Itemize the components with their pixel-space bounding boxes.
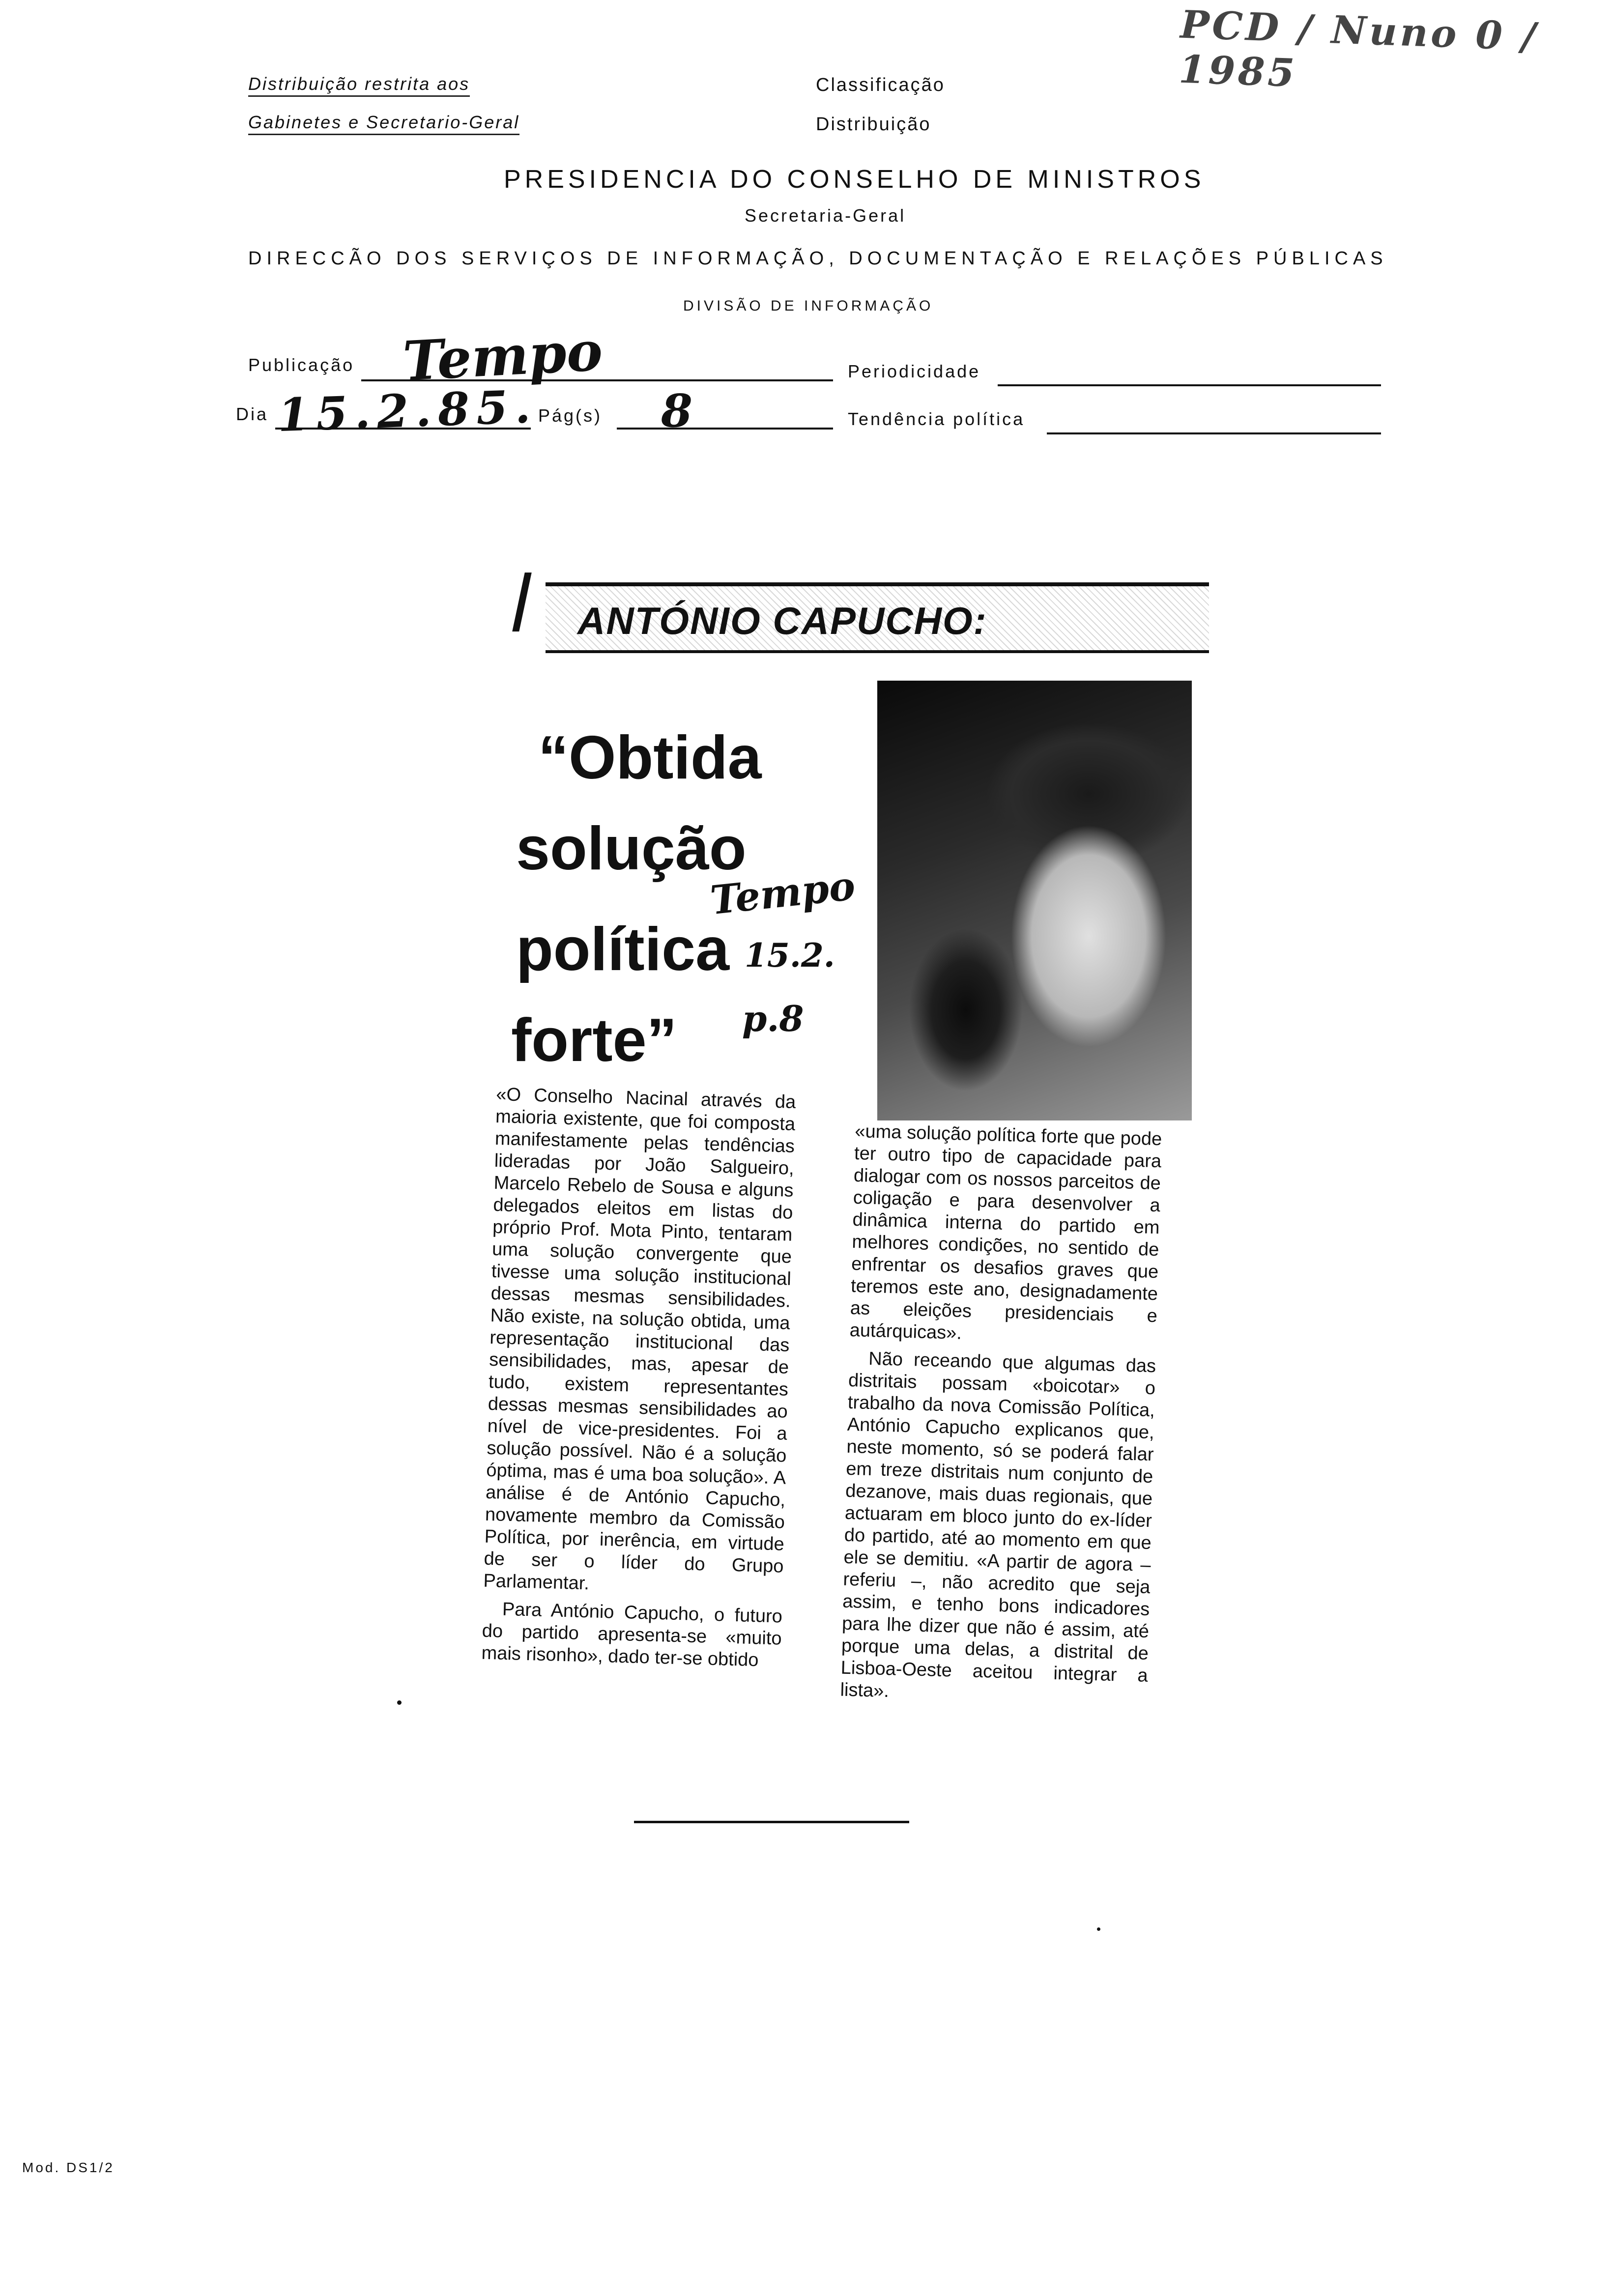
handnote-date: 15.2. bbox=[745, 936, 835, 975]
tendencia-line bbox=[1047, 432, 1381, 434]
tendencia-label: Tendência política bbox=[848, 409, 1025, 429]
article-right-paragraph-1: «uma solução política forte que pode ter outro tipo de capacidade para dialogar com os nossos parceitos de coligação e para desenvolver a dinâmica interna do partido em melhores condições, no sentido de enfrentar os desafios graves que teremos este ano, designadamente as eleições presidenciais e autárquicas». bbox=[849, 1120, 1162, 1344]
periodicidade-label: Periodicidade bbox=[848, 361, 981, 381]
speck-dot bbox=[397, 1700, 402, 1705]
article-end-rule bbox=[634, 1821, 909, 1823]
publicacao-value: Tempo bbox=[401, 319, 604, 393]
classification-label: Classificação bbox=[816, 75, 945, 95]
article-right-column bbox=[840, 1120, 1162, 1715]
distribution-note-line2: Gabinetes e Secretario-Geral bbox=[248, 112, 519, 135]
banner-mark bbox=[512, 573, 532, 631]
form-model-number: Mod. DS1/2 bbox=[22, 2160, 115, 2175]
divisao-title: DIVISÃO DE INFORMAÇÃO bbox=[683, 298, 934, 314]
article-left-paragraph-1: «O Conselho Nacinal através da maioria existente, que foi composta manifestamente pelas tendências lideradas por João Salgueiro, Marcelo Rebelo de Sousa e alguns delegados eleitos em listas do próprio Prof. Mota Pinto, tentaram uma solução convergente que tivesse uma solução institucional dessas mesmas sensibilidades. Não existe, na solução obtida, uma representação institucional das sensibilidades, mas, apesar de tudo, existem representantes dessas mesmas sensibilidades ao nível de vice-presidentes. Foi a solução possível. Não é a solução óptima, mas é uma boa solução». A análise é de António Capucho, novamente membro da Comissão Política, por inerência, em virtude de ser o líder do Grupo Parlamentar. bbox=[483, 1084, 796, 1594]
portrait-shadow bbox=[909, 929, 1022, 1091]
article-left-paragraph-2: Para António Capucho, o futuro do partido apresenta-se «muito mais risonho», dado ter-se obtido bbox=[481, 1599, 783, 1671]
distribution-note-line1: Distribuição restrita aos bbox=[248, 74, 470, 97]
ministry-title: PRESIDENCIA DO CONSELHO DE MINISTROS bbox=[504, 165, 1205, 194]
article-left-column bbox=[481, 1084, 796, 1678]
headline-line-3: política bbox=[516, 916, 730, 983]
distribution-label: Distribuição bbox=[816, 114, 931, 135]
dia-value: 15.2.85. bbox=[277, 379, 538, 442]
handnote-page: p.8 bbox=[742, 998, 804, 1039]
pags-line bbox=[617, 428, 833, 430]
headline-line-2: solução bbox=[516, 815, 747, 883]
banner-title: ANTÓNIO CAPUCHO: bbox=[577, 599, 987, 642]
handnote-publication: Tempo bbox=[708, 862, 858, 924]
secretaria-geral: Secretaria-Geral bbox=[745, 205, 906, 226]
direccao-title: DIRECCÃO DOS SERVIÇOS DE INFORMAÇÃO, DOCUMENTAÇÃO E RELAÇÕES PÚBLICAS bbox=[248, 248, 1388, 269]
pags-label: Pág(s) bbox=[538, 405, 603, 426]
periodicidade-line bbox=[998, 384, 1381, 386]
dia-label: Dia bbox=[236, 404, 269, 424]
archive-stamp: PCD / Nuno 0 / 1985 bbox=[1178, 2, 1539, 96]
headline-line-4: forte” bbox=[511, 1006, 677, 1074]
publicacao-label: Publicação bbox=[248, 355, 355, 375]
article-right-paragraph-2: Não receando que algumas das distritais possam «boicotar» o trabalho da nova Comissão Política, António Capucho explicanos que, neste momento, só se poderá falar em treze distritais num conjunto de dezanove, mais duas regionais, que actuaram em bloco junto do ex-líder do partido, até ao momento em que ele se demitiu. «A partir de agora – referiu –, não acredito que seja assim, e tenho bons indicadores para lhe dizer que não é assim, até porque uma delas, a distrital de Lisboa-Oeste aceitou integrar a lista». bbox=[840, 1348, 1156, 1702]
pags-value: 8 bbox=[661, 384, 693, 437]
headline-line-1: “Obtida bbox=[538, 724, 762, 792]
speck-dot bbox=[1097, 1927, 1100, 1931]
